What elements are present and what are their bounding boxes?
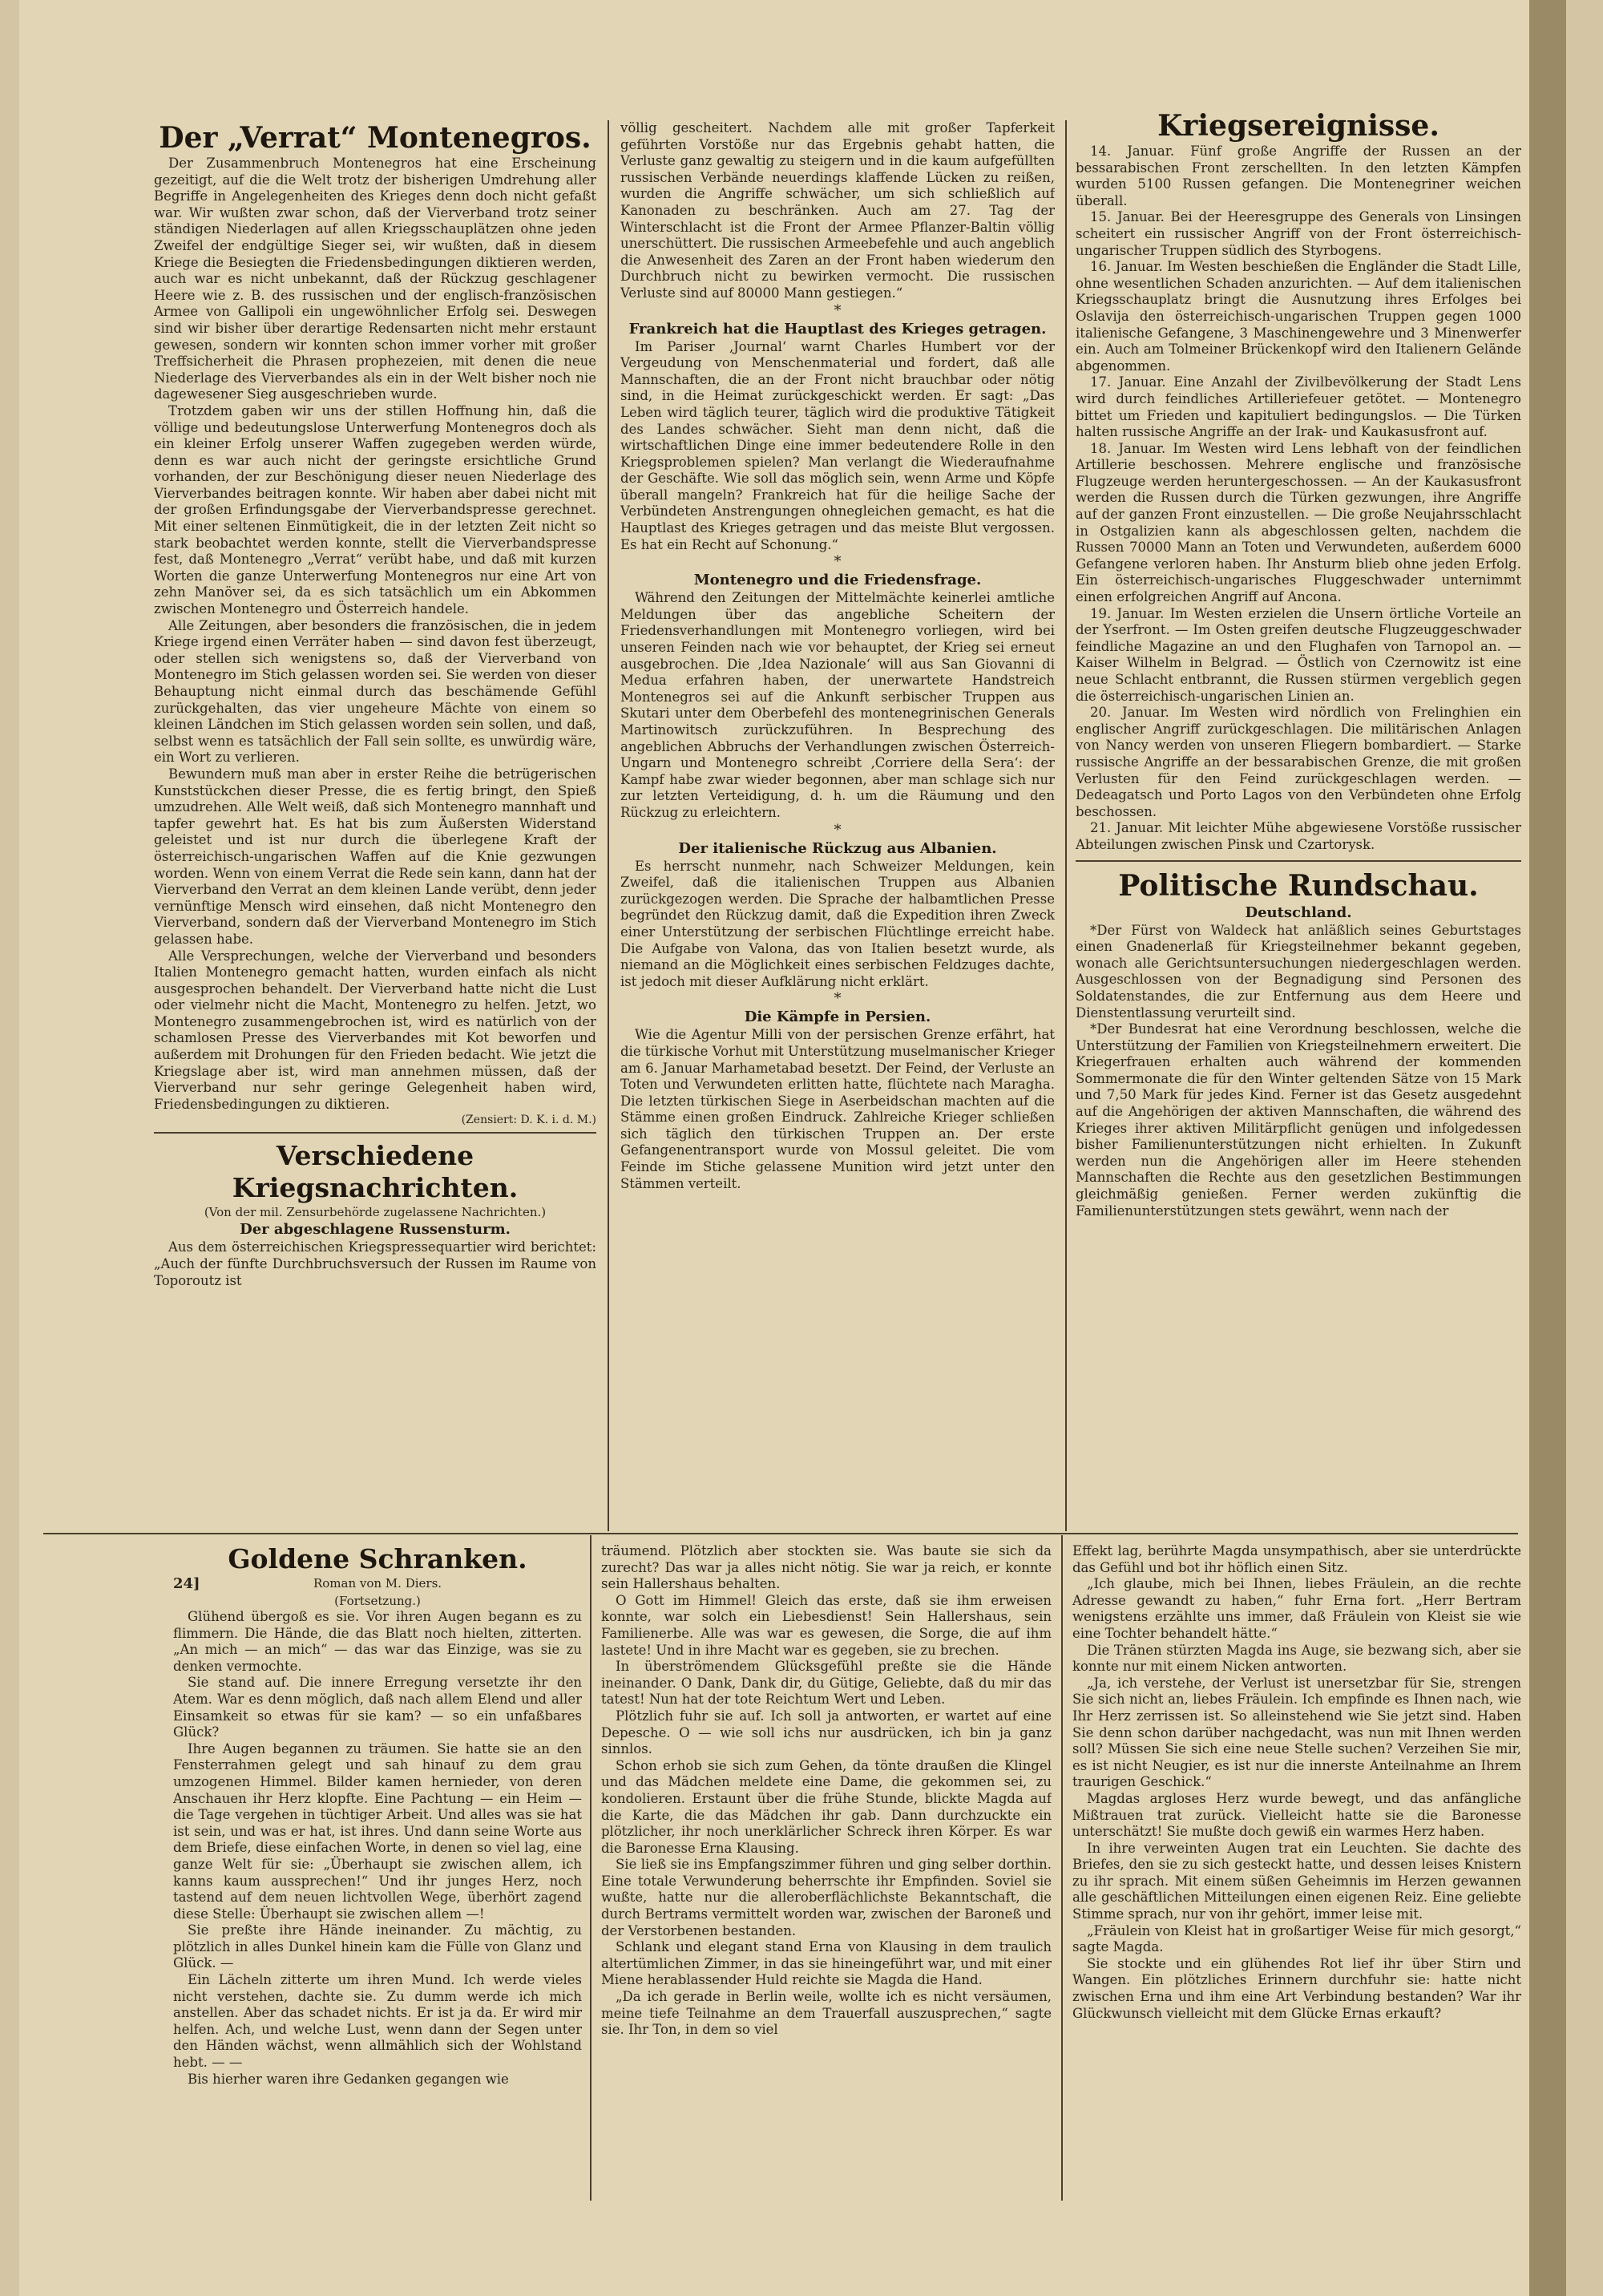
subheading: Der italienische Rückzug aus Albanien.: [678, 839, 997, 857]
subheading: Die Kämpfe in Persien.: [744, 1009, 931, 1026]
newspaper-page: [19, 0, 1566, 2296]
paragraph: *Der Fürst von Waldeck hat anläßlich seines Geburtstages einen Gnadenerlaß für Kriegsteilnehmer bekannt gegeben, wonach alle Gerichtsuntersuchungen niedergeschlagen werden. Ausgeschlossen von der Begnadigung sind Personen des Soldatenstandes, die zur Entfernung aus dem Heere und Dienstentlassung verurteilt sind.: [1076, 922, 1521, 1021]
column-1: [154, 120, 596, 1527]
paragraph: Der Zusammenbruch Montenegros hat eine Erscheinung gezeitigt, auf die die Welt trotz der bisherigen Umdrehung aller Begriffe in Angelegenheiten des Krieges denn doch nicht gefaßt war. Wir wußten zwar schon, daß der Vierverband trotz seiner ständigen Niederlagen auf allen Kriegsschauplätzen ohne jeden Zweifel der endgültige Sieger sei, wir wußten, daß in diesem Kriege die Besiegten die Friedensbedingungen diktieren werden, auch war es nicht unbekannt, daß der Rückzug geschlagener Heere wie z. B. des russischen und der englisch-französischen Armee von Gallipoli ein ungewöhnlicher Erfolg sei. Deswegen sind wir bisher über derartige Redensarten nicht mehr erstaunt gewesen, sondern wir konnten schon immer vorher mit großer Treffsicherheit die Phrasen prophezeien, mit denen die neue Niederlage des Vierverbandes als ein in der Welt bisher noch nie dagewesener Sieg ausgeschrieben wurde.: [154, 156, 596, 402]
paragraph: Ein Lächeln zitterte um ihren Mund. Ich werde vieles nicht verstehen, dachte sie. Zu dumm werde ich mich anstellen. Aber das schadet nichts. Er ist ja da. Er wird mir helfen. Ach, und welche Lust, wenn dann der Segen unter den Händen wächst, wenn allmählich sich der Wohlstand hebt. — —: [173, 1972, 582, 2071]
paragraph: Trotzdem gaben wir uns der stillen Hoffnung hin, daß die völlige und bedeutungslose Unterwerfung Montenegros doch als ein kleiner Erfolg unserer Waffen zugegeben werden würde, denn es war auch nicht der geringste ersichtliche Grund vorhanden, der zur Beschönigung dieser neuen Niederlage des Vierverbandes beitragen konnte. Wir haben aber dabei nicht mit der großen Erfindungsgabe der Vierverbandspresse gerechnet. Mit einer seltenen Einmütigkeit, die in der letzten Zeit nicht so stark beobachtet werden konnte, stellt die Vierverbandspresse fest, daß Montenegro „Verrat“ verübt habe, und daß mit kurzen Worten die ganze Unterwerfung Montenegros nur eine Art von zehn Manöver sei, da es sich tatsächlich um ein Abkommen zwischen Montenegro und Österreich handele.: [154, 402, 596, 617]
paragraph: träumend. Plötzlich aber stockten sie. Was baute sie sich da zurecht? Das war ja alles nicht nötig. Sie war ja reich, er konnte sein Hallershaus behalten.: [601, 1543, 1052, 1592]
article-title-montenegro: Der „Verrat“ Montenegros.: [159, 121, 592, 155]
subheading-country: Deutschland.: [1245, 903, 1352, 921]
section-rule: [1076, 860, 1521, 862]
paragraph: „Da ich gerade in Berlin weile, wollte ich es nicht versäumen, meine tiefe Teilnahme an dem Trauerfall auszusprechen,“ sagte sie. Ihr Ton, in dem so viel: [601, 1989, 1052, 2038]
paragraph: *Der Bundesrat hat eine Verordnung beschlossen, welche die Unterstützung der Familien von Kriegsteilnehmern erweitert. Die Kriegerfrauen erhalten auch während der kommenden Sommermonate die für den Winter geltenden Sätze von 15 Mark und 7,50 Mark für jedes Kind. Ferner ist das Gesetz ausgedehnt auf die Angehörigen der aktiven Mannschaften, die während des Krieges ihrer aktiven Militärpflicht genügen und infolgedessen bisher Familienunterstützungen nicht erhielten. In Zukunft werden nun die Angehörigen aller im Heere stehenden Mannschaften die Rechte aus den gesetzlichen Bestimmungen gleichmäßig genießen. Ferner werden zukünftig die Familienunterstützungen stets gewährt, wenn nach der: [1076, 1021, 1521, 1219]
section-title-war-events: Kriegsereignisse.: [1157, 109, 1439, 143]
column-rule: [608, 120, 609, 1531]
subheading: Der abgeschlagene Russensturm.: [240, 1221, 511, 1239]
feuilleton-column-3: [1072, 1543, 1521, 2201]
column-rule: [1065, 120, 1067, 1531]
paragraph: Während den Zeitungen der Mittelmächte keinerlei amtliche Meldungen über das angebliche Scheitern der Friedensverhandlungen mit Montenegro vorliegen, wird bei unseren Feinden nach wie vor behauptet, der Krieg sei erneut ausgebrochen. Die ‚Idea Nazionale‘ will aus San Giovanni di Medua erfahren haben, der unerwartete Handstreich Montenegros sei auf die Ankunft serbischer Truppen aus Skutari unter dem Oberbefehl des montenegrinischen Generals Martinowitsch zurückzuführen. In Besprechung des angeblichen Abbruchs der Verhandlungen zwischen Österreich-Ungarn und Montenegro schreibt ‚Corriere della Sera‘: der Kampf habe zwar wieder begonnen, aber man schlage sich nur zur letzten Verteidigung, d. h. um die Räumung und den Rückzug zu erleichtern.: [620, 590, 1055, 820]
war-event-entry: 16. Januar. Im Westen beschießen die Engländer die Stadt Lille, ohne wesentlichen Schaden anzurichten. — Auf dem italienischen Kriegsschauplatz bringt die Ausnutzung ihres Erfolges bei Oslavija den österreichisch-ungarischen Truppen gegen 1000 italienische Gefangene, 3 Maschinengewehre und 3 Minenwerfer ein. Auch am Tolmeiner Brückenkopf wird den Italienern Gelände abgenommen.: [1076, 259, 1521, 374]
paragraph: In überströmendem Glücksgefühl preßte sie die Hände ineinander. O Dank, Dank dir, du Gütige, Geliebte, daß du mir das tatest! Nun hat der tote Reichtum Wert und Leben.: [601, 1659, 1052, 1708]
paragraph: Bewundern muß man aber in erster Reihe die betrügerischen Kunststückchen dieser Presse, die es fertig bringt, den Spieß umzudrehen. Alle Welt weiß, daß sich Montenegro mannhaft und tapfer gewehrt hat. Es hat bis zum Äußersten Widerstand geleistet und ist nur durch die überlegene Kraft der österreichisch-ungarischen Waffen auf die Knie gezwungen worden. Wenn von einem Verrat die Rede sein kann, dann hat der Vierverband den Verrat an dem kleinen Lande verübt, denn jeder vernünftige Mensch wird einsehen, daß nicht Montenegro den Vierverband, sondern daß der Vierverband Montenegro im Stich gelassen habe.: [154, 766, 596, 947]
continuation-note: (Fortsetzung.): [334, 1594, 421, 1608]
subheading: Montenegro und die Friedensfrage.: [693, 572, 982, 589]
war-event-entry: 15. Januar. Bei der Heeresgruppe des Generals von Linsingen scheitert ein russischer Angriff von der Front österreichisch-ungarischer Truppen südlich des Styrbogens.: [1076, 209, 1521, 258]
paragraph: Glühend übergoß es sie. Vor ihren Augen begann es zu flimmern. Die Hände, die das Blatt noch hielten, zitterten. „An mich — an mich“ — das war das Einzige, was sie zu denken vermochte.: [173, 1609, 582, 1674]
paragraph: „Ich glaube, mich bei Ihnen, liebes Fräulein, an die rechte Adresse gewandt zu haben,“ fuhr Erna fort. „Herr Bertram wenigstens erzählte uns immer, daß Fräulein von Kleist sie wie eine Tochter behandelt hätte.“: [1072, 1576, 1521, 1641]
paragraph: Es herrscht nunmehr, nach Schweizer Meldungen, kein Zweifel, daß die italienischen Truppen aus Albanien zurückgezogen werden. Die Sprache der halbamtlichen Presse begründet den Rückzug damit, daß die Expedition ihren Zweck einer Unterstützung der serbischen Flüchtlinge erreicht habe. Die Aufgabe von Valona, das von Italien besetzt wurde, als niemand an die Möglichkeit eines serbischen Feldzuges dachte, ist jedoch mit dieser Aufklärung nicht erklärt.: [620, 858, 1055, 989]
column-3: [1076, 108, 1521, 1527]
paragraph: Im Pariser ‚Journal‘ warnt Charles Humbert vor der Vergeudung von Menschenmaterial und fordert, daß alle Mannschaften, die an der Front nicht brauchbar oder nötig sind, in die Heimat zurückgeschickt werden. Er sagt: „Das Leben wird täglich teurer, täglich wird die produktive Tätigkeit des Landes schwächer. Sieht man denn nicht, daß die wirtschaftlichen Dinge eine immer bedeutendere Rolle in den Kriegsproblemen spielen? Man verlangt die Wiederaufnahme der Geschäfte. Wie soll das möglich sein, wenn Arme und Köpfe überall mangeln? Frankreich hat für die heilige Sache der Verbündeten Anstrengungen ohnegleichen gemacht, es hat die Hauptlast des Krieges getragen und das meiste Blut vergossen. Es hat ein Recht auf Schonung.“: [620, 338, 1055, 552]
paragraph: Effekt lag, berührte Magda unsympathisch, aber sie unterdrückte das Gefühl und bot ihr höflich einen Sitz.: [1072, 1543, 1521, 1575]
feuilleton-column-2: [601, 1543, 1052, 2201]
paragraph: Magdas argloses Herz wurde bewegt, und das anfängliche Mißtrauen trat zurück. Vielleicht hatte sie die Baronesse unterschätzt! Sie mußte doch gewiß ein warmes Herz haben.: [1072, 1790, 1521, 1840]
section-title-war-news: Verschiedene Kriegsnachrichten.: [232, 1140, 519, 1204]
installment-number: 24]: [173, 1575, 200, 1592]
separator-star: *: [834, 821, 842, 839]
paragraph: Alle Versprechungen, welche der Vierverband und besonders Italien Montenegro gemacht hatten, wurden einfach als nicht ausgesprochen behandelt. Der Vierverband hatte nicht die Lust oder vielmehr nicht die Macht, Montenegro zu helfen. Jetzt, wo Montenegro zusammengebrochen ist, wird es natürlich von der schamlosen Presse des Vierverbandes mit Kot beworfen und außerdem mit Drohungen für den Frieden bedacht. Wie jetzt die Kriegslage aber ist, wird man annehmen müssen, daß der Vierverband nur sehr geringe Gelegenheit haben wird, Friedensbedingungen zu diktieren.: [154, 948, 596, 1112]
section-title-politics: Politische Rundschau.: [1118, 868, 1479, 903]
war-event-entry: 14. Januar. Fünf große Angriffe der Russen an der bessarabischen Front zerschellten. In den letzten Kämpfen wurden 5100 Russen gefangen. Die Montenegriner weichen überall.: [1076, 144, 1521, 208]
paragraph: Ihre Augen begannen zu träumen. Sie hatte sie an den Fensterrahmen gelegt und sah hinauf zu dem grau umzogenen Himmel. Bilder kamen hernieder, von deren Anschauen ihr Herz klopfte. Eine Pachtung — ein Heim — die Tage vergehen in tüchtiger Arbeit. Und alles was sie hat ist sein, und was er hat, ist ihres. Und dann seine Worte aus dem Briefe, diese einfachen Worte, in denen so viel lag, eine ganze Welt für sie: „Überhaupt sie zwischen allem, ich kanns kaum aussprechen!“ Und ihr junges Herz, noch tastend auf dem neuen lichtvollen Wege, überhört zagend diese Stelle: Überhaupt sie zwischen allem —!: [173, 1740, 582, 1922]
subheading: Frankreich hat die Hauptlast des Krieges getragen.: [628, 320, 1047, 338]
paragraph: Sie stand auf. Die innere Erregung versetzte ihr den Atem. War es denn möglich, daß nach allem Elend und aller Einsamkeit so etwas für sie kam? — so ein unfaßbares Glück?: [173, 1675, 582, 1740]
page-edge: [1529, 0, 1566, 2296]
censor-caption: (Von der mil. Zensurbehörde zugelassene Nachrichten.): [204, 1205, 547, 1220]
paragraph: Die Tränen stürzten Magda ins Auge, sie bezwang sich, aber sie konnte nur mit einem Nicken antworten.: [1072, 1642, 1521, 1675]
novel-author: Roman von M. Diers.: [313, 1576, 442, 1591]
paragraph: Wie die Agentur Milli von der persischen Grenze erfährt, hat die türkische Vorhut mit Unterstützung muselmanischer Krieger am 6. Januar Marhametabad besetzt. Der Feind, der Verluste an Toten und Verwundeten erlitten hatte, flüchtete nach Maragha. Die letzten türkischen Siege in Aserbeidschan machten auf die Stämme einen großen Eindruck. Zahlreiche Krieger schließen sich täglich den türkischen Truppen an. Der erste Gefangenentransport wurde von Mossul geleitet. Die vom Feinde im Stiche gelassene Munition wird jetzt unter den Stämmen verteilt.: [620, 1027, 1055, 1191]
paragraph: Schon erhob sie sich zum Gehen, da tönte draußen die Klingel und das Mädchen meldete eine Dame, die gekommen sei, zu kondolieren. Erstaunt über die frühe Stunde, blickte Magda auf die Karte, die das Mädchen ihr gab. Dann durchzuckte ein plötzlicher, ihr noch unerklärlicher Schreck ihren Körper. Es war die Baronesse Erna Klausing.: [601, 1757, 1052, 1856]
paragraph: Sie preßte ihre Hände ineinander. Zu mächtig, zu plötzlich in alles Dunkel hinein kam die Fülle von Glanz und Glück. —: [173, 1922, 582, 1971]
novel-byline: [173, 1575, 582, 1593]
paragraph: Plötzlich fuhr sie auf. Ich soll ja antworten, er wartet auf eine Depesche. O — wie soll ichs nur ausdrücken, ich bin ja ganz sinnlos.: [601, 1708, 1052, 1757]
separator-star: *: [834, 990, 842, 1008]
war-event-entry: 18. Januar. Im Westen wird Lens lebhaft von der feindlichen Artillerie beschossen. Mehrere englische und französische Flugzeuge werden heruntergeschossen. — An der Kaukasusfront werden die Russen durch die Türken gezwungen, ihre Angriffe auf der ganzen Front einzustellen. — Die große Neujahrsschlacht in Ostgalizien kann als abgeschlossen gelten, nachdem die Russen 70000 Mann an Toten und Verwundeten, außerdem 6000 Gefangene verloren haben. Ihr Ansturm blieb ohne jeden Erfolg. Ein österreichisch-ungarisches Fluggeschwader unternimmt einen erfolgreichen Angriff auf Ancona.: [1076, 440, 1521, 605]
paragraph: O Gott im Himmel! Gleich das erste, daß sie ihm erweisen konnte, war solch ein Liebesdienst! Sein Hallershaus, sein Familienerbe. Alle was war es gewesen, die Sorge, die auf ihm lastete! Und in ihre Macht war es gegeben, sie zu brechen.: [601, 1592, 1052, 1658]
column-2: [620, 120, 1055, 1527]
paragraph: Alle Zeitungen, aber besonders die französischen, die in jedem Kriege irgend einen Verräter haben — sind davon fest überzeugt, oder stellen sich wenigstens so, daß der Vierverband von Montenegro im Stich gelassen worden sei. Sie werden von dieser Behauptung nicht einmal durch das beschämende Gefühl zurückgehalten, das vier ungeheure Mächte von einem so kleinen Ländchen im Stich gelassen worden sein sollen, und daß, selbst wenn es tatsächlich der Fall sein sollte, es unwürdig wäre, ein Wort zu verlieren.: [154, 617, 596, 766]
war-event-entry: 17. Januar. Eine Anzahl der Zivilbevölkerung der Stadt Lens wird durch feindliches Artilleriefeuer getötet. — Montenegro bittet um Frieden und kapituliert bedingungslos. — Die Türken halten russische Angriffe an der Irak- und Kaukasusfront auf.: [1076, 374, 1521, 440]
paragraph: „Ja, ich verstehe, der Verlust ist unersetzbar für Sie, strengen Sie sich nicht an, liebes Fräulein. Ich empfinde es Ihnen nach, wie Ihr Herz zerrissen ist. So alleinstehend wie Sie jetzt sind. Haben Sie denn schon darüber nachgedacht, was nun mit Ihnen werden soll? Müssen Sie sich eine neue Stelle suchen? Verzeihen Sie mir, es ist nicht Neugier, es ist nur die innerste Anteilnahme an Ihrem traurigen Geschick.“: [1072, 1675, 1521, 1790]
war-event-entry: 19. Januar. Im Westen erzielen die Unsern örtliche Vorteile an der Yserfront. — Im Osten greifen deutsche Flugzeuggeschwader feindliche Magazine an und den Flughafen von Tarnopol an. — Kaiser Wilhelm in Belgrad. — Östlich von Czernowitz ist eine neue Schlacht entbrannt, die Russen stürmen vergeblich gegen die österreichisch-ungarischen Linien an.: [1076, 605, 1521, 704]
censor-note: (Zensiert: D. K. i. d. M.): [461, 1114, 596, 1127]
column-rule: [590, 1535, 592, 2201]
separator-star: *: [834, 553, 842, 571]
paragraph: Bis hierher waren ihre Gedanken gegangen wie: [188, 2071, 509, 2087]
paragraph: Sie stockte und ein glühendes Rot lief ihr über Stirn und Wangen. Ein plötzliches Erinnern durchfuhr sie: hatte nicht zwischen Erna und ihm eine Art Verbindung bestanden? War ihr Glückwunsch vielleicht mit dem Glücke Ernas erkauft?: [1072, 1955, 1521, 2021]
novel-title: Goldene Schranken.: [228, 1543, 527, 1574]
feuilleton-column-1: [173, 1543, 582, 2201]
paragraph: Schlank und elegant stand Erna von Klausing in dem traulich altertümlichen Zimmer, in das sie hineingeführt war, und mit einer Miene herablassender Huld reichte sie Magda die Hand.: [601, 1939, 1052, 1988]
paragraph: Aus dem österreichischen Kriegspressequartier wird berichtet: „Auch der fünfte Durchbruchsversuch der Russen im Raume von Toporoutz ist: [154, 1239, 596, 1288]
separator-star: *: [834, 301, 842, 319]
war-event-entry: 21. Januar. Mit leichter Mühe abgewiesene Vorstöße russischer Abteilungen zwischen Pinsk und Czartorysk.: [1076, 820, 1521, 852]
column-rule: [1061, 1535, 1063, 2201]
war-event-entry: 20. Januar. Im Westen wird nördlich von Frelinghien ein englischer Angriff zurückgeschlagen. Die militärischen Anlagen von Nancy werden von unseren Fliegern bombardiert. — Starke russische Angriffe an der bessarabischen Grenze, die mit großen Verlusten für den Feind zurückgeschlagen werden. — Dedeagatsch und Porto Lagos von den Verbündeten ohne Erfolg beschossen.: [1076, 705, 1521, 819]
section-rule: [154, 1132, 596, 1134]
paragraph: Sie ließ sie ins Empfangszimmer führen und ging selber dorthin. Eine totale Verwunderung beherrschte ihr Empfinden. Soviel sie wußte, hatte nur die alleroberflächlichste Bekanntschaft, die durch Bertrams vermittelt worden war, zwischen der Baroneß und der Verstorbenen bestanden.: [601, 1857, 1052, 1938]
feuilleton-rule: [43, 1533, 1518, 1534]
paragraph: „Fräulein von Kleist hat in großartiger Weise für mich gesorgt,“ sagte Magda.: [1072, 1922, 1521, 1955]
paragraph: völlig gescheitert. Nachdem alle mit großer Tapferkeit geführten Vorstöße nur das Ergebnis gehabt hatten, die Verluste ganz gewaltig zu steigern und in die kaum aufgefüllten russischen Verbände neuerdings klaffende Lücken zu reißen, wurden die Angriffe schwächer, um sich schließlich auf Kanonaden zu beschränken. Auch am 27. Tag der Winterschlacht ist die Front der Armee Pflanzer-Baltin völlig unerschüttert. Die russischen Armeebefehle und auch angeblich die Anwesenheit des Zaren an der Front haben wiederum den Durchbruch nicht zu bewirken vermocht. Die russischen Verluste sind auf 80000 Mann gestiegen.“: [620, 120, 1055, 301]
paragraph: In ihre verweinten Augen trat ein Leuchten. Sie dachte des Briefes, den sie zu sich gesteckt hatte, und dessen leises Knistern zu ihr sprach. Mit einem süßen Geheimnis im Herzen gewannen alle geschäftlichen Mitteilungen einen eigenen Reiz. Eine geliebte Stimme sprach, nur von ihr gehört, immer leise mit.: [1072, 1840, 1521, 1922]
